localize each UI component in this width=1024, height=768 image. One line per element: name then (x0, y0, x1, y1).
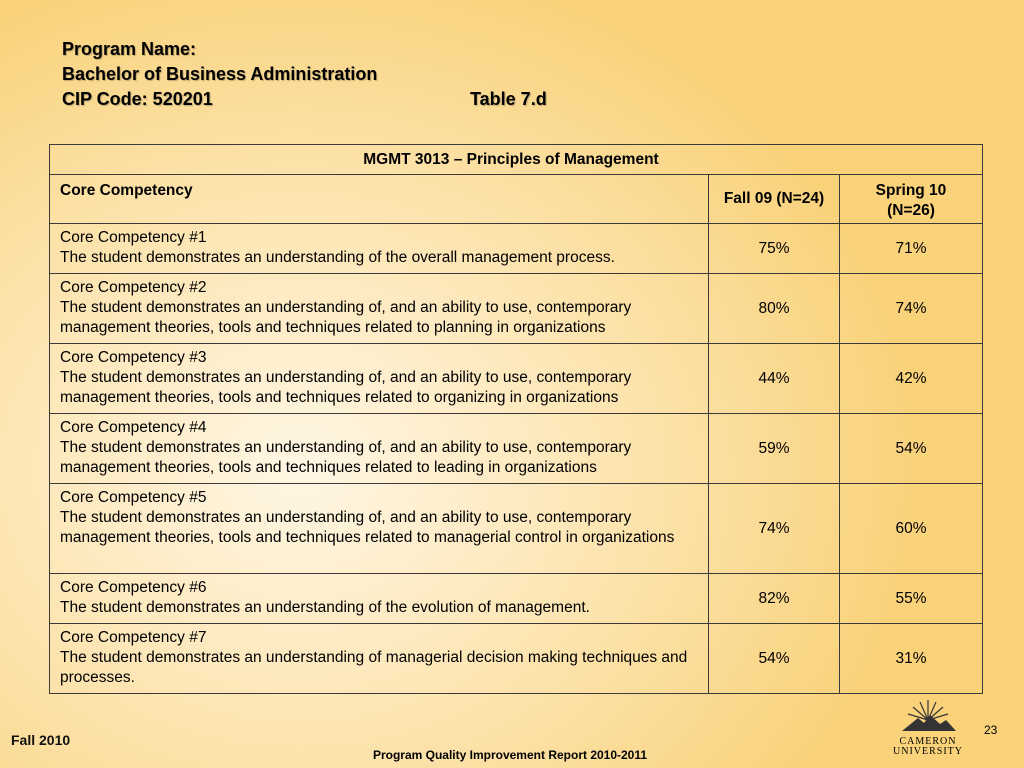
competency-table (49, 144, 983, 694)
semester-label: Fall 2010 (11, 732, 71, 748)
table-row (50, 574, 983, 624)
spring-value: 31% (840, 624, 983, 694)
logo-name-line2: UNIVERSITY (893, 746, 963, 757)
table-row (50, 484, 983, 574)
competency-description: The student demonstrates an understanding of the overall management process. (60, 249, 615, 266)
fall-value: 74% (709, 484, 840, 574)
logo-name-line1: CAMERON (899, 736, 957, 747)
table-label: Table 7.d (470, 89, 547, 109)
program-info (62, 37, 377, 112)
program-name-label: Program Name: (62, 39, 197, 59)
cip-code: CIP Code: 520201 (62, 89, 213, 109)
fall-value: 82% (709, 574, 840, 624)
fall-value: 75% (709, 224, 840, 274)
col-header-competency: Core Competency (50, 175, 709, 224)
col-header-fall: Fall 09 (N=24) (709, 175, 840, 224)
spring-value: 60% (840, 484, 983, 574)
sun-mountain-icon (898, 698, 958, 732)
table-row (50, 624, 983, 694)
table-row (50, 274, 983, 344)
table-header-row (50, 175, 983, 224)
competency-description: The student demonstrates an understanding of the evolution of management. (60, 599, 590, 616)
competency-cell (50, 484, 709, 574)
competency-cell (50, 574, 709, 624)
fall-value: 59% (709, 414, 840, 484)
col-header-spring (840, 175, 983, 224)
competency-description: The student demonstrates an understanding of, and an ability to use, contemporary management theories, tools and techniques related to leading in organizations (60, 439, 632, 476)
competency-description: The student demonstrates an understanding of managerial decision making techniques and processes. (60, 649, 688, 686)
competency-cell (50, 344, 709, 414)
spring-value: 42% (840, 344, 983, 414)
competency-cell (50, 624, 709, 694)
competency-description: The student demonstrates an understanding of, and an ability to use, contemporary management theories, tools and techniques related to organizing in organizations (60, 369, 632, 406)
competency-cell (50, 274, 709, 344)
competency-title: Core Competency #4 (60, 419, 207, 436)
fall-value: 80% (709, 274, 840, 344)
spring-value: 71% (840, 224, 983, 274)
competency-title: Core Competency #7 (60, 629, 207, 646)
competency-title: Core Competency #5 (60, 489, 207, 506)
report-title: Program Quality Improvement Report 2010-2011 (372, 748, 648, 762)
table-row (50, 344, 983, 414)
competency-cell (50, 414, 709, 484)
spring-value: 54% (840, 414, 983, 484)
fall-value: 54% (709, 624, 840, 694)
competency-cell (50, 224, 709, 274)
page-number: 23 (984, 723, 998, 737)
competency-title: Core Competency #1 (60, 229, 207, 246)
table-row (50, 224, 983, 274)
competency-title: Core Competency #2 (60, 279, 207, 296)
competency-description: The student demonstrates an understanding of, and an ability to use, contemporary management theories, tools and techniques related to managerial control in organizations (60, 509, 675, 546)
table-title: MGMT 3013 – Principles of Management (50, 145, 983, 175)
table-title-row (50, 145, 983, 175)
spring-value: 74% (840, 274, 983, 344)
spring-value: 55% (840, 574, 983, 624)
competency-title: Core Competency #3 (60, 349, 207, 366)
col-header-spring-line2: (N=26) (887, 202, 935, 219)
fall-value: 44% (709, 344, 840, 414)
competency-description: The student demonstrates an understanding of, and an ability to use, contemporary management theories, tools and techniques related to planning in organizations (60, 299, 632, 336)
table-row (50, 414, 983, 484)
competency-title: Core Competency #6 (60, 579, 207, 596)
report-footer (0, 748, 1024, 762)
degree-name: Bachelor of Business Administration (62, 64, 378, 84)
col-header-spring-line1: Spring 10 (875, 182, 947, 199)
